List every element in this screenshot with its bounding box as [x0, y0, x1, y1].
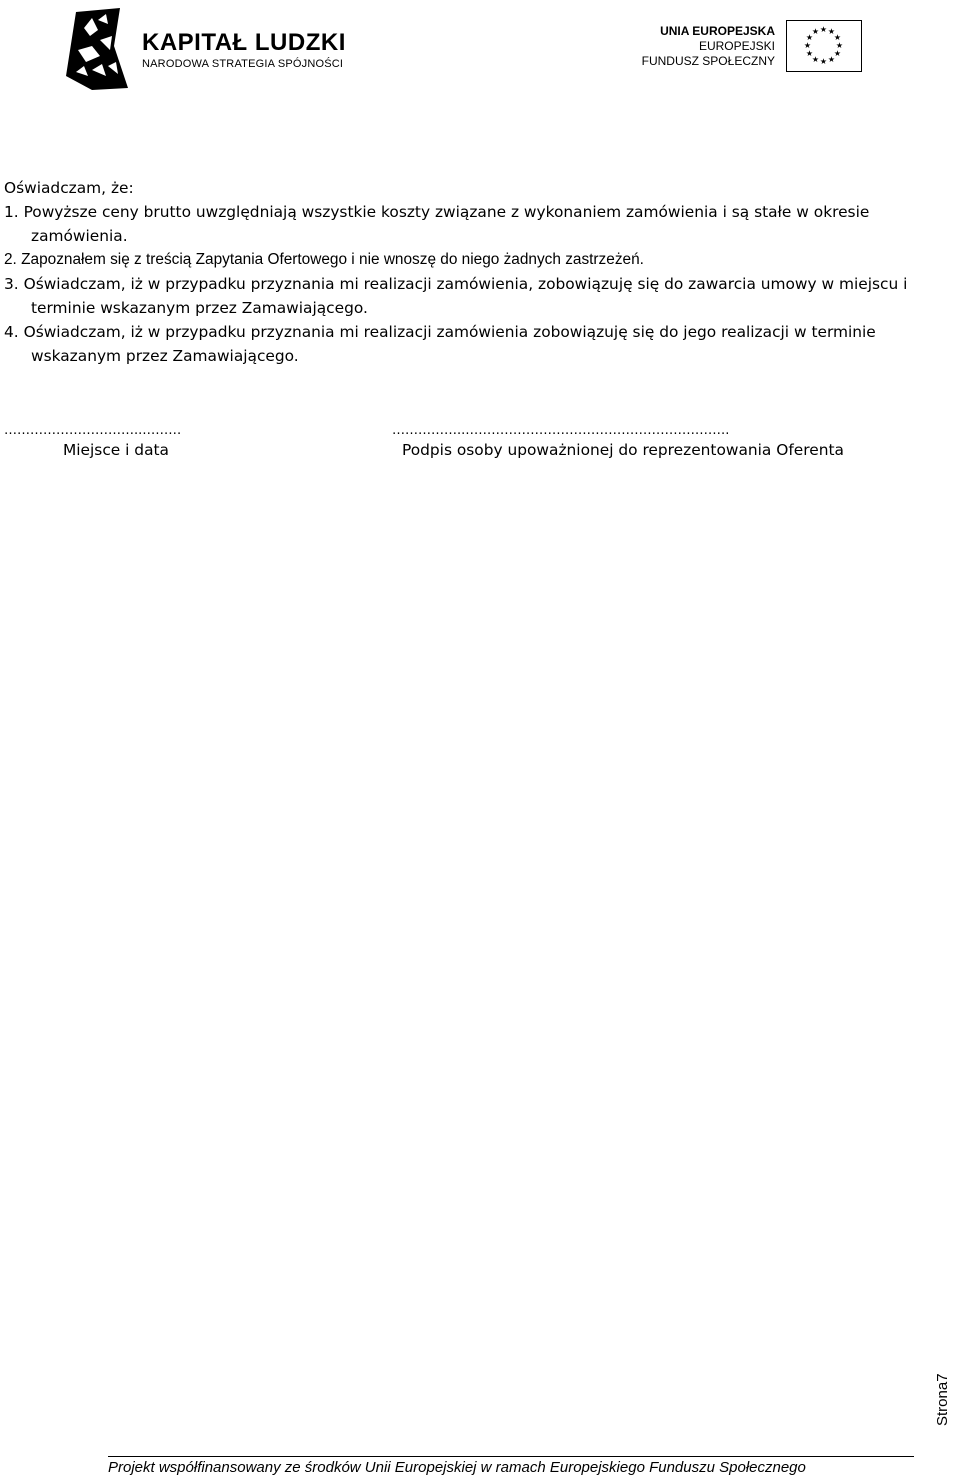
svg-text:★: ★: [835, 41, 844, 50]
svg-text:★: ★: [827, 27, 836, 36]
item-2-text: 2. Zapoznałem się z treścią Zapytania Ofertowego i nie wnoszę do niego żadnych zastrzeżeń.: [4, 251, 644, 268]
item-3-text: 3. Oświadczam, iż w przypadku przyznania mi realizacji zamówienia, zobowiązuję się do zawarcia umowy w miejscu i: [4, 275, 908, 293]
svg-text:★: ★: [805, 49, 814, 58]
footer-text: Projekt współfinansowany ze środków Unii Europejskiej w ramach Europejskiego Funduszu Społecznego: [108, 1459, 806, 1476]
svg-text:★: ★: [833, 33, 842, 42]
declaration-item-1: [4, 200, 912, 248]
eu-flag-icon: [786, 20, 862, 72]
declaration-intro: Oświadczam, że:: [4, 179, 134, 197]
place-date-label: Miejsce i data: [63, 441, 169, 459]
place-date-dotted-line: …………………………..………: [4, 423, 182, 438]
svg-text:★: ★: [811, 55, 820, 64]
footer-divider: [108, 1456, 914, 1457]
eu-line1: UNIA EUROPEJSKA: [660, 24, 775, 38]
kapital-ludzki-title: KAPITAŁ LUDZKI: [142, 29, 346, 56]
declaration-body: [4, 176, 912, 368]
item-1-cont: zamówienia.: [31, 227, 128, 245]
item-3-cont: terminie wskazanym przez Zamawiającego.: [31, 299, 368, 317]
kapital-ludzki-logo: [62, 6, 352, 90]
declaration-item-4: [4, 320, 912, 368]
eu-line3: FUNDUSZ SPOŁECZNY: [641, 54, 775, 68]
item-4-cont: wskazanym przez Zamawiającego.: [31, 347, 299, 365]
item-1-text: 1. Powyższe ceny brutto uwzględniają wszystkie koszty związane z wykonaniem zamówienia i są stałe w okresie: [4, 203, 870, 221]
item-4-text: 4. Oświadczam, iż w przypadku przyznania mi realizacji zamówienia zobowiązuję się do jego realizacji w terminie: [4, 323, 876, 341]
page-number-label: Strona7: [934, 1373, 951, 1426]
declaration-item-3: [4, 272, 912, 320]
kapital-ludzki-subtitle: NARODOWA STRATEGIA SPÓJNOŚCI: [142, 58, 344, 70]
kapital-ludzki-emblem-icon: [62, 6, 132, 90]
signature-label: Podpis osoby upoważnionej do reprezentowania Oferenta: [402, 441, 844, 459]
svg-text:★: ★: [827, 55, 836, 64]
eu-efs-logo: [640, 18, 870, 78]
svg-text:★: ★: [819, 57, 828, 66]
svg-text:★: ★: [805, 33, 814, 42]
declaration-item-2: [4, 248, 912, 272]
eu-line2: EUROPEJSKI: [698, 39, 775, 53]
svg-text:★: ★: [803, 41, 812, 50]
svg-text:★: ★: [811, 27, 820, 36]
svg-text:★: ★: [833, 49, 842, 58]
svg-text:★: ★: [819, 25, 828, 34]
page-number: [934, 1362, 958, 1426]
signature-dotted-line: ……………..…………………………………………………….: [392, 423, 730, 438]
